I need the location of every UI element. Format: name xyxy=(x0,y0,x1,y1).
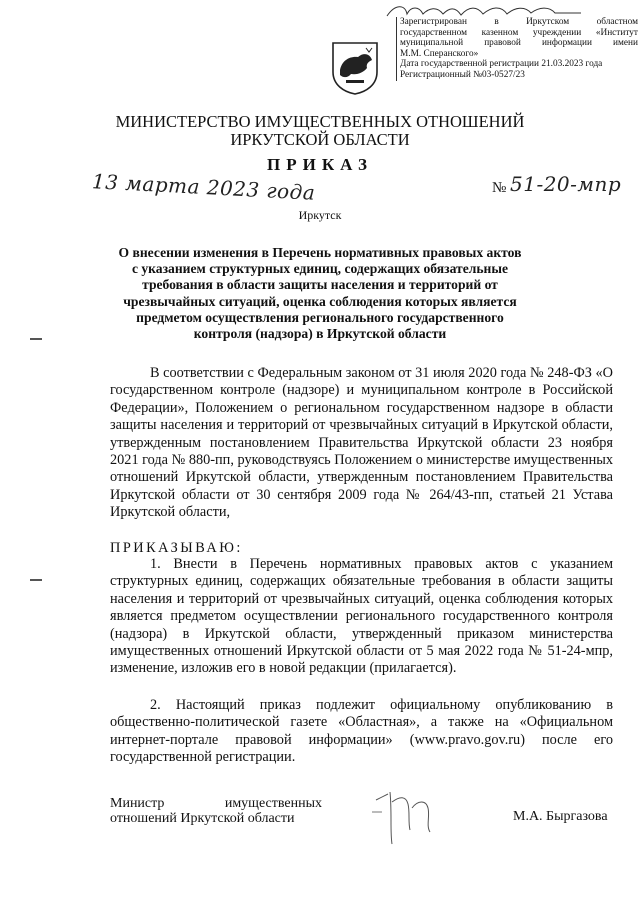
document-title: О внесении изменения в Перечень нормативных правовых актов с указанием структурных единиц, содержащих обязательные требования в области защиты населения и территорий от чрезвычайных ситуаций, оценка соблюдения которых является предметом осуществления регионального государственного контроля (надзора) в Иркутской области xyxy=(118,245,522,342)
handwritten-number: 51-20-мпр xyxy=(510,172,622,196)
margin-mark xyxy=(30,338,42,340)
margin-mark xyxy=(30,579,42,581)
number-label: № xyxy=(492,180,507,196)
document-type: ПРИКАЗ xyxy=(267,155,373,174)
city-name: Иркутск xyxy=(298,208,342,222)
orders-word: ПРИКАЗЫВАЮ: xyxy=(110,540,243,556)
ministry-line: ИРКУТСКОЙ ОБЛАСТИ xyxy=(230,130,410,149)
signatory-name: М.А. Быргазова xyxy=(513,809,608,824)
ministry-line: МИНИСТЕРСТВО ИМУЩЕСТВЕННЫХ ОТНОШЕНИЙ xyxy=(115,112,525,131)
ministry-header xyxy=(0,113,640,149)
item-1-paragraph: 1. Внести в Перечень нормативных правовых актов с указанием структурных единиц, содержащих обязательные требования в области защиты населения и территорий от чрезвычайных ситуаций, оценка соблюдения которых является предметом осуществлении регионального государственного контроля (надзора) в Иркутской области, утвержденный приказом министерства имущественных отношений Иркутской области от 5 мая 2022 года № 51-24-мпр, изменение, изложив его в новой редакции (прилагается). xyxy=(110,556,613,677)
registration-stamp: Зарегистрирован в Иркутском областном государственном казенном учреждении «Институт муниципальной правовой информации имени М.М. Сперанского» Дата государственной регистрации 21.03.2023 года Регистрационный №03-0527/23 xyxy=(396,17,638,81)
item-2-paragraph: 2. Настоящий приказ подлежит официальному опубликованию в общественно-политической газете «Областная», а также на «Официальном интернет-портале правовой информации» (www.pravo.gov.ru) после его государственной регистрации. xyxy=(110,697,613,766)
signatory-position: Министр имущественных отношений Иркутской области xyxy=(110,796,322,826)
handwritten-date: 13 марта 2023 года xyxy=(91,169,316,205)
preamble-paragraph: В соответствии с Федеральным законом от 31 июля 2020 года № 248-ФЗ «О государственном контроле (надзоре) и муниципальном контроле в Российской Федерации», Положением о региональном государственном надзоре в области защиты населения и территорий от чрезвычайных ситуаций в Иркутской области, утвержденным постановлением Правительства Иркутской области 23 ноября 2021 года № 880-пп, руководствуясь Положением о министерстве имущественных отношений Иркутской области, утвержденным постановлением Правительства Иркутской области от 30 сентября 2009 года № 264/43-пп, статьей 21 Устава Иркутской области, xyxy=(110,365,614,521)
handwritten-signature xyxy=(368,782,438,852)
coat-of-arms-icon xyxy=(330,40,380,95)
